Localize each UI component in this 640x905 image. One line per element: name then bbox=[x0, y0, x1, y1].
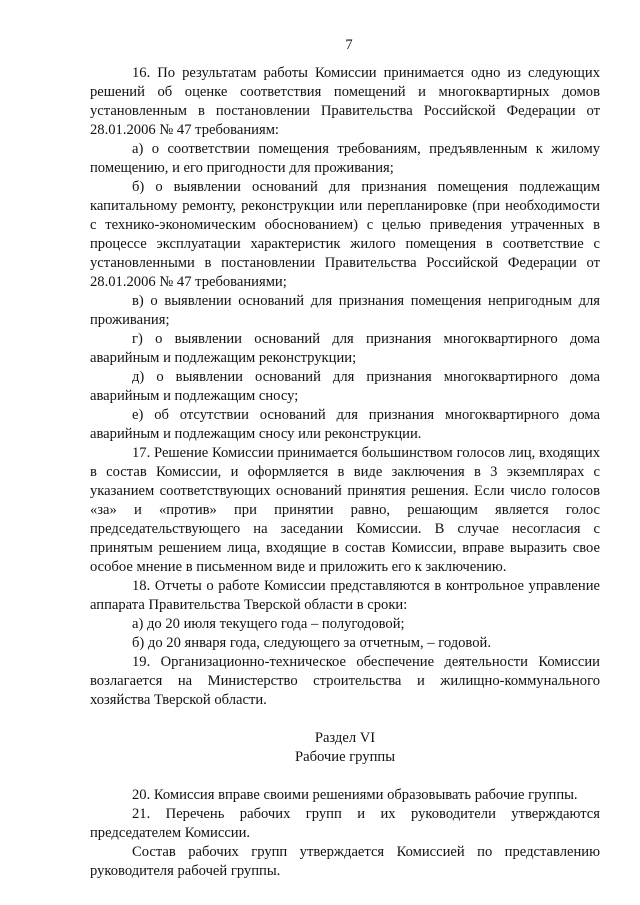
list-item-a: а) о соответствии помещения требованиям, предъявленным к жилому помещению, и его пригодности для проживания; bbox=[90, 141, 600, 176]
section-number: Раздел VI bbox=[314, 730, 376, 746]
paragraph-composition: Состав рабочих групп утверждается Комиссией по представлению руководителя рабочей группы. bbox=[90, 844, 600, 879]
paragraph-21: 21. Перечень рабочих групп и их руководители утверждаются председателем Комиссии. bbox=[90, 806, 600, 841]
report-term-b: б) до 20 января года, следующего за отчетным, – годовой. bbox=[132, 635, 491, 651]
report-term-a: а) до 20 июля текущего года – полугодовой; bbox=[132, 616, 405, 632]
paragraph-19: 19. Организационно-техническое обеспечение деятельности Комиссии возлагается на Министерство строительства и жилищно-коммунального хозяйства Тверской области. bbox=[90, 654, 600, 708]
section-title: Рабочие группы bbox=[294, 749, 396, 765]
page-number: 7 bbox=[345, 37, 353, 53]
paragraph-20: 20. Комиссия вправе своими решениями образовывать рабочие группы. bbox=[132, 787, 578, 803]
paragraph-17: 17. Решение Комиссии принимается большинством голосов лиц, входящих в состав Комиссии, и оформляется в виде заключения в 3 экземплярах с указанием соответствующих оснований принятия решения. Если число голосов «за» и «против» при принятии равно, решающим является голос председательствующего на заседании Комиссии. В случае несогласия с принятым решением лица, входящие в состав Комиссии, вправе выразить свое особое мнение в письменном виде и приложить его к заключению. bbox=[90, 445, 600, 575]
paragraph-18: 18. Отчеты о работе Комиссии представляются в контрольное управление аппарата Правительства Тверской области в сроки: bbox=[90, 578, 600, 613]
list-item-d: д) о выявлении оснований для признания многоквартирного дома аварийным и подлежащим сносу; bbox=[90, 369, 600, 404]
paragraph-16: 16. По результатам работы Комиссии принимается одно из следующих решений об оценке соответствия помещений и многоквартирных домов установленным в постановлении Правительства Российской Федерации от 28.01.2006 № 47 требованиям: bbox=[90, 65, 600, 138]
list-item-b: б) о выявлении оснований для признания помещения подлежащим капитальному ремонту, реконструкции или перепланировке (при необходимости с технико-экономическим обоснованием) с целью приведения утраченных в процессе эксплуатации характеристик жилого помещения в соответствие с установленными в постановлении Правительства Российской Федерации от 28.01.2006 № 47 требованиями; bbox=[90, 179, 600, 290]
list-item-g: г) о выявлении оснований для признания многоквартирного дома аварийным и подлежащим реконструкции; bbox=[90, 331, 600, 366]
list-item-e: е) об отсутствии оснований для признания многоквартирного дома аварийным и подлежащим сносу или реконструкции. bbox=[90, 407, 600, 442]
list-item-v: в) о выявлении оснований для признания помещения непригодным для проживания; bbox=[90, 293, 600, 328]
